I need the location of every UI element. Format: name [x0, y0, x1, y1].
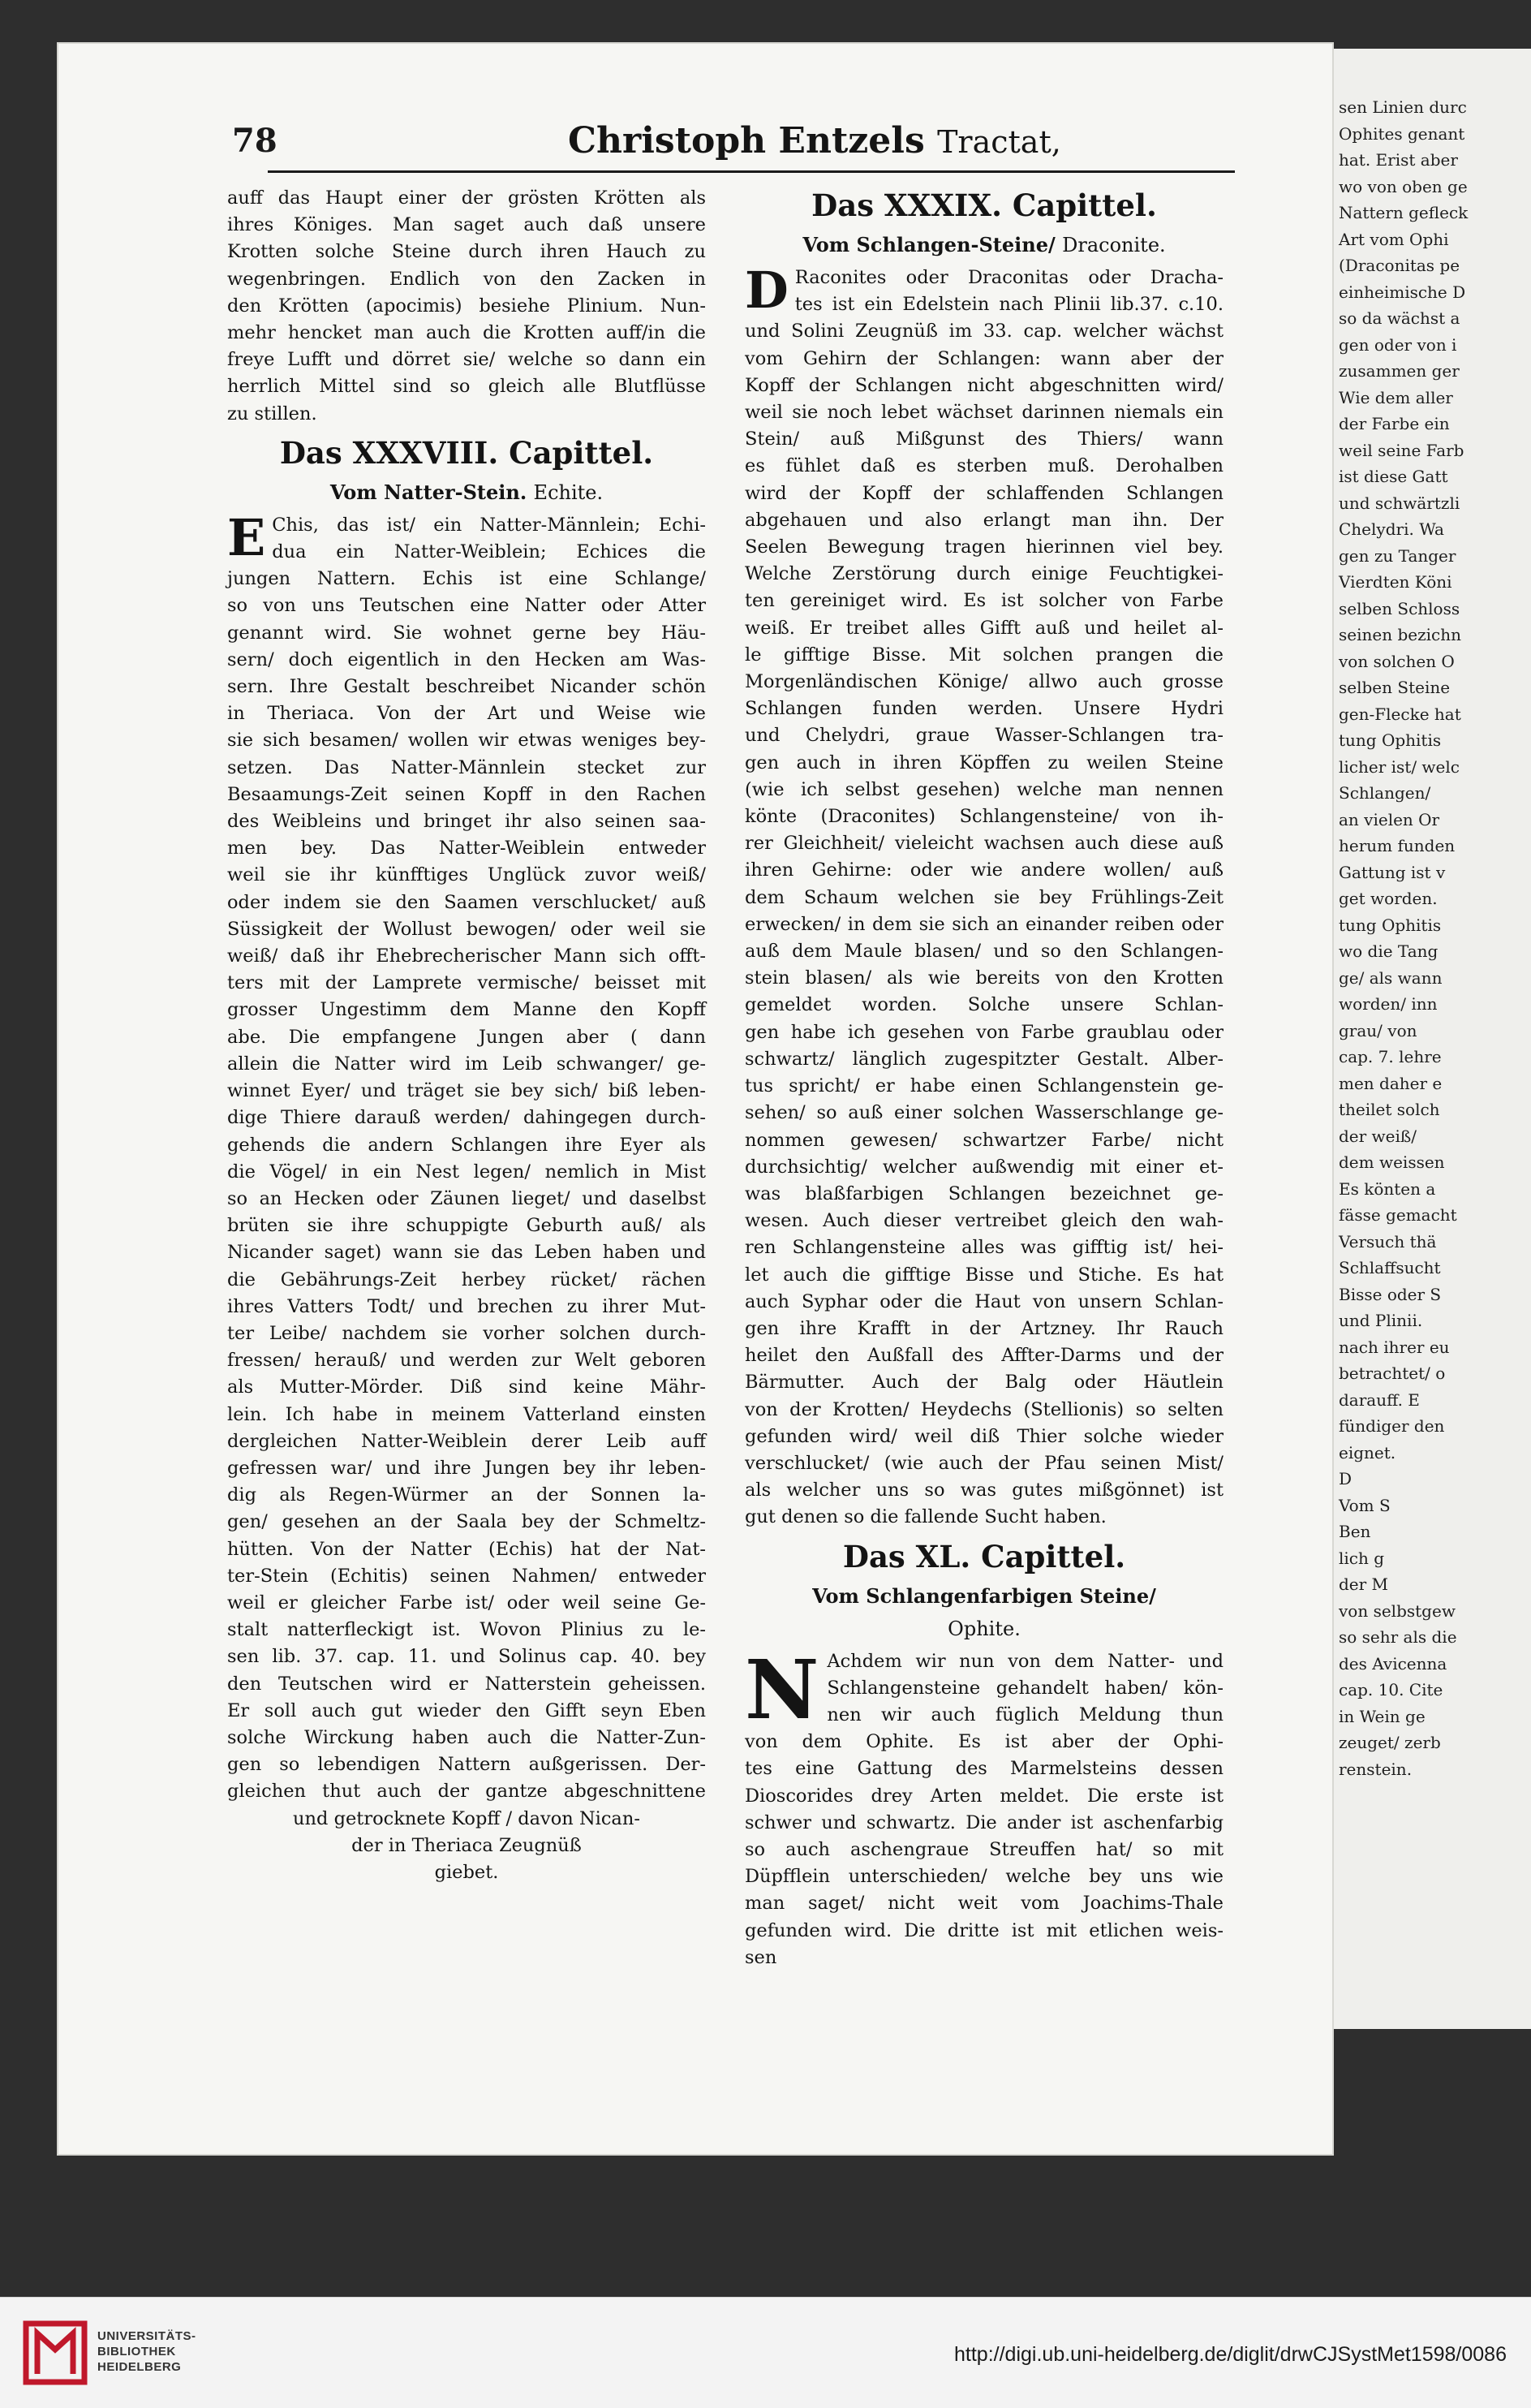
text-line: erwecken/ in dem sie sich an einander reiben oder — [745, 913, 1224, 935]
text-line: ten gereiniget wird. Es ist solcher von Farbe — [745, 590, 1224, 612]
text-line: Welche Zerstörung durch einige Feuchtigkei- — [745, 563, 1224, 585]
facing-page-line: tung Ophitis — [1339, 730, 1442, 750]
text-line: auff das Haupt einer der grösten Krötten als — [227, 187, 706, 209]
facing-page-line: Wie dem aller — [1339, 387, 1453, 407]
text-line: was blaßfarbigen Schlangen bezeichnet ge- — [745, 1182, 1224, 1204]
left-intro-text — [227, 185, 706, 428]
facing-page-line: cap. 10. Cite — [1339, 1680, 1443, 1699]
institution-line-1: UNIVERSITÄTS- — [97, 2329, 196, 2343]
text-line: könte (Draconites) Schlangensteine/ von ih- — [745, 806, 1224, 828]
text-line: giebet. — [434, 1861, 499, 1883]
chapter-38-subtitle — [227, 476, 706, 509]
text-line: tes ist ein Edelstein nach Plinii lib.37. c.10. — [794, 294, 1224, 316]
facing-page-line: des Avicenna — [1339, 1653, 1447, 1674]
text-line: Besaamungs-Zeit seinen Kopff in den Rachen — [227, 783, 706, 805]
running-title-name: Christoph Entzels — [568, 120, 925, 162]
text-line: oder indem sie den Saamen verschlucket/ auß — [227, 891, 706, 913]
text-line: men bey. Das Natter-Weiblein entweder — [227, 838, 706, 859]
chapter-40-subtitle — [745, 1580, 1224, 1645]
text-line: sern/ doch eigentlich in den Hecken am Was- — [227, 648, 706, 670]
facing-page-line: und Plinii. — [1339, 1311, 1423, 1330]
text-line: und getrocknete Kopff / davon Nican- — [293, 1807, 640, 1829]
text-line: mehr hencket man auch die Krotten auff/in die — [227, 322, 706, 344]
facing-page-line: ge/ als wann — [1339, 967, 1443, 988]
header-rule — [268, 170, 1235, 173]
text-line: Seelen Bewegung tragen hierinnen viel bey. — [745, 536, 1224, 558]
text-line: den Teutschen wird er Natterstein geheissen. — [227, 1673, 706, 1695]
facing-page — [1321, 49, 1531, 2029]
facing-page-line: licher ist/ welc — [1339, 756, 1460, 777]
text-line: gefressen war/ und ihre Jungen bey ihr leben- — [227, 1457, 706, 1479]
text-line: Dioscorides drey Arten meldet. Die erste ist — [745, 1785, 1224, 1807]
text-line: gefunden wird/ weil diß Thier solche wieder — [745, 1425, 1224, 1447]
text-line: brüten sie ihre schuppigte Geburth auß/ als — [227, 1215, 706, 1237]
text-line: le gifftige Bisse. Mit solchen prangen die — [745, 644, 1224, 666]
text-line: wird der Kopff der schlaffenden Schlangen — [745, 482, 1224, 504]
text-line: ter-Stein (Echitis) seinen Nahmen/ entweder — [227, 1565, 706, 1587]
text-line: so von uns Teutschen eine Natter oder Atter — [227, 595, 706, 617]
text-line: weiß/ daß ihr Ehebrecherischer Mann sich offt- — [227, 946, 706, 967]
text-line: als Mutter-Mörder. Diß sind keine Mähr- — [227, 1376, 706, 1398]
chapter-38-title: Das XXXVIII. Capittel. — [279, 434, 654, 471]
facing-page-line: selben Steine — [1339, 678, 1451, 697]
text-line: Achdem wir nun von dem Natter- und — [827, 1650, 1224, 1672]
text-line: sen — [745, 1946, 777, 1968]
facing-page-line: cap. 7. lehre — [1339, 1047, 1442, 1066]
facing-page-line: zusammen ger — [1339, 361, 1460, 381]
text-line: Düpfflein unterschieden/ welche bey uns wie — [745, 1866, 1224, 1888]
text-line: allein die Natter wird im Leib schwanger/ ge- — [227, 1053, 706, 1075]
text-line: Stein/ auß Mißgunst des Thiers/ wann — [745, 429, 1224, 450]
text-line: der in Theriaca Zeugnüß — [351, 1834, 582, 1856]
chapter-40-body — [745, 1641, 1224, 1971]
text-line: dem Schaum welchen sie bey Frühlings-Zeit — [745, 886, 1224, 908]
text-line: Bärmutter. Auch der Balg oder Häutlein — [745, 1372, 1224, 1394]
text-line: gut denen so die fallende Sucht haben. — [745, 1506, 1107, 1528]
text-line: Kopff der Schlangen nicht abgeschnitten wird/ — [745, 374, 1224, 396]
text-line: den Krötten (apocimis) besiehe Plinium. Nun- — [227, 295, 706, 317]
text-line: stalt natterfleckigt ist. Wovon Plinius zu le- — [227, 1619, 706, 1641]
facing-page-line: men daher e — [1339, 1073, 1443, 1093]
text-line: wesen. Auch dieser vertreibet gleich den wah- — [745, 1210, 1224, 1232]
text-line: vom Gehirn der Schlangen: wann aber der — [745, 347, 1224, 369]
chapter-39-dropcap: D — [745, 261, 789, 320]
institution-line-3: HEIDELBERG — [97, 2360, 182, 2374]
text-line: wegenbringen. Endlich von den Zacken in — [227, 268, 706, 290]
facing-page-line: darauff. E — [1339, 1389, 1420, 1410]
text-line: dergleichen Natter-Weiblein derer Leib auff — [227, 1430, 706, 1452]
text-line: weil sie noch lebet wächset darinnen niemals ein — [745, 402, 1224, 424]
heidelberg-library-logo-icon[interactable] — [19, 2317, 91, 2389]
chapter-40-subtitle-text: Vom Schlangenfarbigen Steine/ — [812, 1583, 1156, 1608]
facing-page-line: zeuget/ zerb — [1339, 1733, 1441, 1752]
text-line: des Weibleins und bringet ihr also seinen saa- — [227, 811, 706, 833]
text-line: heilet den Außfall des Affter-Darms und der — [745, 1345, 1224, 1367]
facing-page-line: wo die Tang — [1339, 941, 1439, 961]
facing-page-line: Es könten a — [1339, 1178, 1436, 1199]
text-line: ren Schlangensteine alles was gifftig ist/ hei- — [745, 1237, 1224, 1259]
text-line: auß dem Maule blasen/ und so den Schlangen- — [745, 941, 1224, 963]
text-line: Krotten solche Steine durch ihren Hauch zu — [227, 241, 706, 263]
chapter-40-dropcap: N — [745, 1641, 819, 1738]
facing-page-line: von solchen O — [1339, 651, 1455, 671]
text-line: nommen gewesen/ schwartzer Farbe/ nicht — [745, 1129, 1224, 1151]
text-line: gehends die andern Schlangen ihre Eyer als — [227, 1134, 706, 1156]
text-line: zu stillen. — [227, 403, 317, 424]
text-line: abgehauen und also erlangt man ihn. Der — [745, 509, 1224, 531]
facing-page-line: D — [1339, 1469, 1353, 1488]
text-line: Süssigkeit der Wollust bewogen/ oder weil sie — [227, 918, 706, 940]
text-line: schwer und schwartz. Die ander ist aschenfarbig — [745, 1811, 1224, 1833]
facing-page-line: betrachtet/ o — [1339, 1363, 1446, 1383]
facing-page-line: einheimische D — [1339, 282, 1466, 302]
text-line: und Chelydri, graue Wasser-Schlangen tra- — [745, 725, 1224, 747]
facing-page-line: dem weissen — [1339, 1152, 1445, 1172]
facing-page-line: Ben — [1339, 1522, 1371, 1541]
text-line: solche Wirckung haben auch die Natter-Zun- — [227, 1726, 706, 1748]
facing-page-line: worden/ inn — [1339, 994, 1438, 1014]
text-line: gen auch in ihren Köpffen zu weilen Steine — [745, 752, 1224, 773]
facing-page-line: Schlangen/ — [1339, 783, 1431, 803]
text-line: verschlucket/ (wie auch der Pfau seinen Mist/ — [745, 1452, 1224, 1474]
text-line: Chis, das ist/ ein Natter-Männlein; Echi- — [272, 514, 706, 536]
text-line: so an Hecken oder Zäunen lieget/ und daselbst — [227, 1187, 706, 1209]
facing-page-line: hat. Erist aber — [1339, 150, 1458, 170]
text-line: stein blasen/ als wie bereits von den Krotten — [745, 967, 1224, 989]
text-line: ter Leibe/ nachdem sie vorher solchen durch- — [227, 1322, 706, 1344]
text-line: hütten. Von der Natter (Echis) hat der Nat- — [227, 1538, 706, 1560]
text-line: sern. Ihre Gestalt beschreibet Nicander schön — [227, 676, 706, 698]
text-line: gemeldet worden. Solche unsere Schlan- — [745, 994, 1224, 1016]
left-column — [227, 185, 706, 1886]
text-line: so auch aschengraue Streuffen hat/ so mit — [745, 1838, 1224, 1860]
text-line: dua ein Natter-Weiblein; Echices die — [272, 541, 706, 563]
text-line: jungen Nattern. Echis ist eine Schlange/ — [227, 568, 706, 590]
text-line: in Theriaca. Von der Art und Weise wie — [227, 703, 706, 725]
text-line: gen ihre Krafft in der Artzney. Ihr Rauch — [745, 1317, 1224, 1339]
text-line: Nicander saget) wann sie das Leben haben und — [227, 1242, 706, 1264]
institution-name — [97, 2328, 196, 2375]
facing-page-line: renstein. — [1339, 1759, 1413, 1779]
text-line: rer Gleichheit/ vieleicht wachsen auch diese auß — [745, 833, 1224, 855]
text-line: und Solini Zeugnüß im 33. cap. welcher wächst — [745, 321, 1224, 342]
text-line: abe. Die empfangene Jungen aber ( dann — [227, 1026, 706, 1048]
text-line: ihres Königes. Man saget auch daß unsere — [227, 214, 706, 236]
facing-page-line: herum funden — [1339, 836, 1456, 855]
text-line: Schlangen funden werden. Unsere Hydri — [745, 698, 1224, 720]
facing-page-line: gen-Flecke hat — [1339, 704, 1461, 724]
facing-page-line: grau/ von — [1339, 1020, 1417, 1040]
text-line: grosser Ungestimm dem Manne den Kopff — [227, 999, 706, 1021]
facing-page-line: so sehr als die — [1339, 1627, 1457, 1647]
text-line: lein. Ich habe in meinem Vatterland einsten — [227, 1403, 706, 1425]
facing-page-line: get worden. — [1339, 889, 1438, 908]
institution-line-2: BIBLIOTHEK — [97, 2345, 176, 2358]
running-title — [568, 120, 1061, 162]
chapter-38-body — [227, 507, 706, 1886]
text-line: die Vögel/ in ein Nest legen/ nemlich in Mist — [227, 1161, 706, 1182]
facing-page-line: von selbstgew — [1339, 1600, 1456, 1621]
text-line: (wie ich selbst gesehen) welche man nennen — [745, 778, 1224, 800]
text-line: auch Syphar oder die Haut von unsern Schlan- — [745, 1290, 1224, 1312]
page-url[interactable]: http://digi.ub.uni-heidelberg.de/diglit/drwCJSystMet1598/0086 — [954, 2343, 1507, 2366]
text-line: Schlangensteine gehandelt haben/ kön- — [827, 1677, 1224, 1699]
text-line: gen habe ich gesehen von Farbe graublau oder — [745, 1021, 1224, 1043]
facing-page-line: der Farbe ein — [1339, 414, 1450, 433]
facing-page-line: nach ihrer eu — [1339, 1337, 1450, 1357]
text-line: herrlich Mittel sind so gleich alle Blutflüsse — [227, 376, 706, 398]
text-line: fressen/ herauß/ und werden zur Welt geboren — [227, 1350, 706, 1372]
facing-page-line: in Wein ge — [1339, 1706, 1426, 1726]
facing-page-line: Vom S — [1339, 1495, 1391, 1515]
text-line: winnet Eyer/ und träget sie bey sich/ biß leben- — [227, 1080, 706, 1102]
text-line: gleichen thut auch der gantze abgeschnittene — [227, 1781, 706, 1803]
facing-page-line: fündiger den — [1339, 1416, 1445, 1436]
facing-page-line: gen zu Tanger — [1339, 545, 1456, 566]
facing-page-line: fässe gemacht — [1339, 1205, 1457, 1225]
facing-page-line: und schwärtzli — [1339, 493, 1460, 513]
facing-page-line: Gattung ist v — [1339, 862, 1446, 882]
text-line: es fühlet daß es sterben muß. Derohalben — [745, 455, 1224, 477]
facing-page-line: sen Linien durc — [1339, 97, 1467, 117]
facing-page-line: wo von oben ge — [1339, 176, 1468, 196]
text-line: nen wir auch füglich Meldung thun — [827, 1704, 1224, 1725]
facing-page-line: Versuch thä — [1339, 1231, 1437, 1251]
running-title-latin: Tractat, — [937, 124, 1061, 160]
text-line: freye Lufft und dörret sie/ welche so dann ein — [227, 349, 706, 371]
facing-page-line: so da wächst a — [1339, 308, 1460, 328]
facing-page-line: seinen bezichn — [1339, 625, 1461, 644]
facing-page-line: (Draconitas pe — [1339, 256, 1460, 275]
text-line: tus spricht/ er habe einen Schlangenstein ge- — [745, 1075, 1224, 1097]
text-line: gen so lebendigen Nattern außgerissen. Der- — [227, 1754, 706, 1776]
text-line: von dem Ophite. Es ist aber der Ophi- — [745, 1731, 1224, 1753]
page-number: 78 — [232, 122, 277, 160]
facing-page-line: gen oder von i — [1339, 334, 1457, 355]
viewer-footer — [0, 2297, 1531, 2408]
chapter-38-subtitle-text: Vom Natter-Stein. — [329, 480, 527, 504]
text-line: ihren Gehirne: oder wie andere wollen/ auß — [745, 859, 1224, 881]
text-line: als welcher uns so was gutes mißgönnet) ist — [745, 1480, 1224, 1501]
chapter-38-subtitle-latin: Echite. — [533, 480, 604, 504]
facing-page-line: Nattern gefleck — [1339, 203, 1469, 222]
facing-page-line: der weiß/ — [1339, 1126, 1417, 1146]
text-line: dige Thiere darauß werden/ dahingegen durch- — [227, 1107, 706, 1129]
text-line: gefunden wird. Die dritte ist mit etlichen weis- — [745, 1919, 1224, 1941]
text-line: Morgenländischen Könige/ allwo auch grosse — [745, 671, 1224, 693]
text-line: weil er gleicher Farbe ist/ oder weil seine Ge- — [227, 1592, 706, 1613]
facing-page-line: der M — [1339, 1574, 1389, 1594]
text-line: die Gebährungs-Zeit herbey rücket/ rächen — [227, 1269, 706, 1290]
chapter-39-subtitle — [745, 229, 1224, 261]
chapter-39-subtitle-text: Vom Schlangen-Steine/ — [802, 233, 1056, 256]
text-line: man saget/ nicht weit vom Joachims-Thale — [745, 1893, 1224, 1915]
text-line: Raconites oder Draconitas oder Dracha- — [794, 267, 1224, 288]
text-line: ters mit der Lamprete vermische/ beisset mit — [227, 972, 706, 994]
text-line: Er soll auch gut wieder den Gifft seyn Eben — [227, 1699, 706, 1721]
chapter-38-dropcap: E — [227, 507, 266, 567]
facing-page-line: Bisse oder S — [1339, 1284, 1442, 1304]
facing-page-line: eignet. — [1339, 1442, 1396, 1462]
facing-page-line: Vierdten Köni — [1339, 572, 1452, 592]
text-line: ihres Vatters Todt/ und brechen zu ihrer Mut- — [227, 1295, 706, 1317]
text-line: dig als Regen-Würmer an der Sonnen la- — [227, 1484, 706, 1506]
facing-page-line: theilet solch — [1339, 1100, 1440, 1119]
facing-page-line: Art vom Ophi — [1339, 229, 1449, 249]
chapter-40-title: Das XL. Capittel. — [842, 1538, 1126, 1574]
facing-page-line: Chelydri. Wa — [1339, 519, 1444, 539]
text-line: schwartz/ länglich zugespitzter Gestalt. Alber- — [745, 1048, 1224, 1070]
text-line: sen lib. 37. cap. 11. und Solinus cap. 40. bey — [227, 1646, 706, 1668]
chapter-39-body — [745, 261, 1224, 1531]
text-line: weil sie ihr künfftiges Unglück zuvor weiß/ — [227, 864, 706, 886]
text-line: genannt wird. Sie wohnet gerne bey Häu- — [227, 622, 706, 644]
text-line: von der Krotten/ Heydechs (Stellionis) so selten — [745, 1398, 1224, 1420]
text-line: durchsichtig/ welcher außwendig mit einer et- — [745, 1156, 1224, 1178]
chapter-40-subtitle-latin: Ophite. — [948, 1617, 1021, 1640]
facing-page-line: selben Schloss — [1339, 598, 1460, 618]
text-line: tes eine Gattung des Marmelsteins dessen — [745, 1758, 1224, 1780]
chapter-39-subtitle-latin: Draconite. — [1062, 234, 1166, 256]
facing-page-line: Ophites genant — [1339, 123, 1465, 144]
facing-page-line: lich g — [1339, 1548, 1385, 1568]
text-line: setzen. Das Natter-Männlein stecket zur — [227, 756, 706, 778]
facing-page-line: Schlaffsucht — [1339, 1258, 1441, 1277]
facing-page-line: tung Ophitis — [1339, 915, 1442, 935]
text-line: weiß. Er treibet alles Gifft auß und heilet al- — [745, 617, 1224, 639]
right-column — [745, 185, 1224, 1971]
text-line: let auch die gifftige Bisse und Stiche. Es hat — [745, 1264, 1224, 1286]
text-line: sehen/ so auß einer solchen Wasserschlange ge- — [745, 1102, 1224, 1124]
chapter-39-title: Das XXXIX. Capittel. — [811, 187, 1157, 223]
text-line: sie sich besamen/ wollen wir etwas weniges bey- — [227, 730, 706, 752]
text-line: gen/ gesehen an der Saala bey der Schmeltz- — [227, 1511, 706, 1533]
facing-page-line: ist diese Gatt — [1339, 467, 1448, 486]
facing-page-line: weil seine Farb — [1339, 440, 1464, 460]
facing-page-line: an vielen Or — [1339, 809, 1440, 829]
